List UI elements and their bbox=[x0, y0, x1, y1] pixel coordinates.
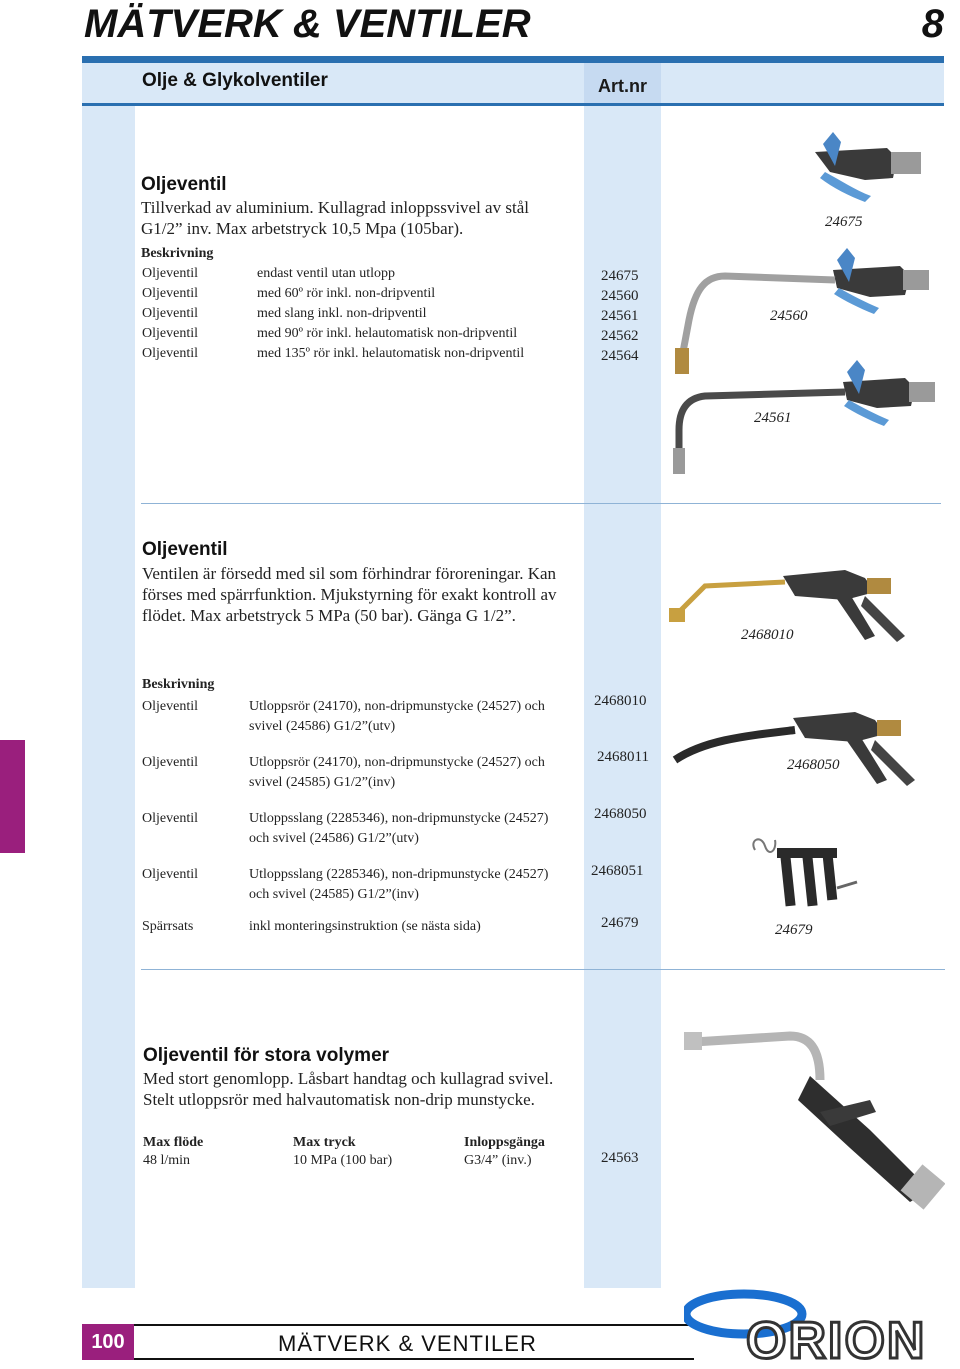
spec-label-max-flow: Max flöde bbox=[143, 1135, 204, 1150]
image-label-24675: 24675 bbox=[825, 214, 863, 230]
table-row-artnr: 2468051 bbox=[591, 863, 644, 879]
table-row-name: Oljeventil bbox=[142, 346, 198, 361]
product1-table-header: Beskrivning bbox=[141, 246, 214, 261]
table-row-desc: med 135º rör inkl. helautomatisk non-dripventil bbox=[257, 346, 525, 361]
table-row-desc: med 60º rör inkl. non-dripventil bbox=[257, 286, 436, 301]
table-row-name: Oljeventil bbox=[142, 699, 198, 714]
table-row-name: Oljeventil bbox=[142, 286, 198, 301]
spec-label-inlet-thread: Inloppsgänga bbox=[464, 1135, 545, 1150]
table-row-desc: endast ventil utan utlopp bbox=[257, 266, 396, 281]
table-row-name: Oljeventil bbox=[142, 266, 198, 281]
table-row-desc-line1: Utloppsrör (24170), non-dripmunstycke (24527) och bbox=[249, 755, 545, 770]
footer-rule-top bbox=[134, 1324, 694, 1326]
section-divider bbox=[141, 969, 945, 970]
image-label-24561: 24561 bbox=[754, 410, 792, 426]
product1-description: Tillverkad av aluminium. Kullagrad inloppssvivel av stål G1/2” inv. Max arbetstryck 10,5 Mpa (105bar). bbox=[141, 198, 529, 238]
table-row-name: Spärrsats bbox=[142, 919, 194, 934]
table-row-desc: med slang inkl. non-dripventil bbox=[257, 306, 427, 321]
image-label-2468010: 2468010 bbox=[741, 627, 794, 643]
product1-title: Oljeventil bbox=[141, 174, 227, 195]
spec-label-max-pressure: Max tryck bbox=[293, 1135, 356, 1150]
table-row-artnr: 24564 bbox=[601, 348, 639, 364]
table-row-desc-line2: och svivel (24586) G1/2”(utv) bbox=[249, 831, 419, 846]
product3-title: Oljeventil för stora volymer bbox=[143, 1045, 390, 1066]
table-row-artnr: 24675 bbox=[601, 268, 639, 284]
table-row-artnr: 2468010 bbox=[594, 693, 647, 709]
table-row-name: Oljeventil bbox=[142, 326, 198, 341]
chapter-side-tab bbox=[0, 740, 25, 853]
oil-valve-image-group-1 bbox=[665, 120, 945, 480]
product2-title: Oljeventil bbox=[142, 539, 228, 560]
image-label-2468050: 2468050 bbox=[787, 757, 840, 773]
table-row-desc-line1: inkl monteringsinstruktion (se nästa sida) bbox=[249, 919, 481, 934]
product2-table-header: Beskrivning bbox=[142, 677, 215, 692]
chapter-number: 8 bbox=[921, 2, 944, 46]
spec-value-inlet-thread: G3/4” (inv.) bbox=[464, 1153, 532, 1168]
product3-description: Med stort genomlopp. Låsbart handtag och kullagrad svivel. Stelt utloppsrör med halvautomatisk non-drip munstycke. bbox=[143, 1069, 554, 1109]
table-row-artnr: 24561 bbox=[601, 308, 639, 324]
artnr-label: Art.nr bbox=[598, 76, 647, 96]
oil-valve-24563-image bbox=[670, 1020, 945, 1220]
locking-kit-24679-image bbox=[753, 839, 857, 906]
page-title: MÄTVERK & VENTILER bbox=[84, 2, 531, 46]
product3-artnr: 24563 bbox=[601, 1150, 639, 1166]
image-label-24560: 24560 bbox=[770, 308, 808, 324]
table-row-artnr: 24562 bbox=[601, 328, 639, 344]
table-row-desc: med 90º rör inkl. helautomatisk non-dripventil bbox=[257, 326, 518, 341]
table-row-desc-line2: och svivel (24585) G1/2”(inv) bbox=[249, 887, 419, 902]
orion-logo-text: ORION bbox=[746, 1312, 927, 1366]
product2-description: Ventilen är försedd med sil som förhindrar föroreningar. Kan förses med spärrfunktion. Mjukstyrning för exakt kontroll av flödet. Max arbetstryck 5 MPa (50 bar). Gänga G 1/2”. bbox=[142, 564, 557, 625]
footer-rule-bottom bbox=[134, 1358, 694, 1360]
section-divider bbox=[141, 503, 941, 504]
table-row-desc-line2: svivel (24585) G1/2”(inv) bbox=[249, 775, 396, 790]
table-row-artnr: 24560 bbox=[601, 288, 639, 304]
table-row-artnr: 2468011 bbox=[597, 749, 649, 765]
oil-valve-2468050-image bbox=[675, 712, 915, 786]
left-margin-band bbox=[82, 106, 135, 1288]
top-rule bbox=[82, 56, 944, 63]
section-title: Olje & Glykolventiler bbox=[142, 70, 328, 91]
table-row-name: Oljeventil bbox=[142, 306, 198, 321]
table-row-desc-line1: Utloppsslang (2285346), non-dripmunstycke (24527) bbox=[249, 867, 549, 882]
table-row-artnr: 2468050 bbox=[594, 806, 647, 822]
table-row-name: Oljeventil bbox=[142, 755, 198, 770]
page-number: 100 bbox=[82, 1324, 134, 1360]
oil-valve-24561-image bbox=[673, 360, 935, 474]
table-row-artnr: 24679 bbox=[601, 915, 639, 931]
table-row-desc-line1: Utloppsslang (2285346), non-dripmunstycke (24527) bbox=[249, 811, 549, 826]
oil-valve-image-group-2 bbox=[665, 700, 945, 940]
table-row-desc-line1: Utloppsrör (24170), non-dripmunstycke (24527) och bbox=[249, 699, 545, 714]
oil-valve-2468010-image bbox=[665, 556, 945, 666]
spec-value-max-pressure: 10 MPa (100 bar) bbox=[293, 1153, 393, 1168]
table-row-name: Oljeventil bbox=[142, 867, 198, 882]
spec-value-max-flow: 48 l/min bbox=[143, 1153, 191, 1168]
table-row-desc-line2: svivel (24586) G1/2”(utv) bbox=[249, 719, 396, 734]
header-rule bbox=[82, 103, 944, 106]
image-label-24679: 24679 bbox=[775, 922, 813, 938]
oil-valve-24675-image bbox=[815, 132, 921, 202]
footer-title: MÄTVERK & VENTILER bbox=[278, 1331, 537, 1356]
table-row-name: Oljeventil bbox=[142, 811, 198, 826]
orion-logo bbox=[684, 1286, 946, 1366]
